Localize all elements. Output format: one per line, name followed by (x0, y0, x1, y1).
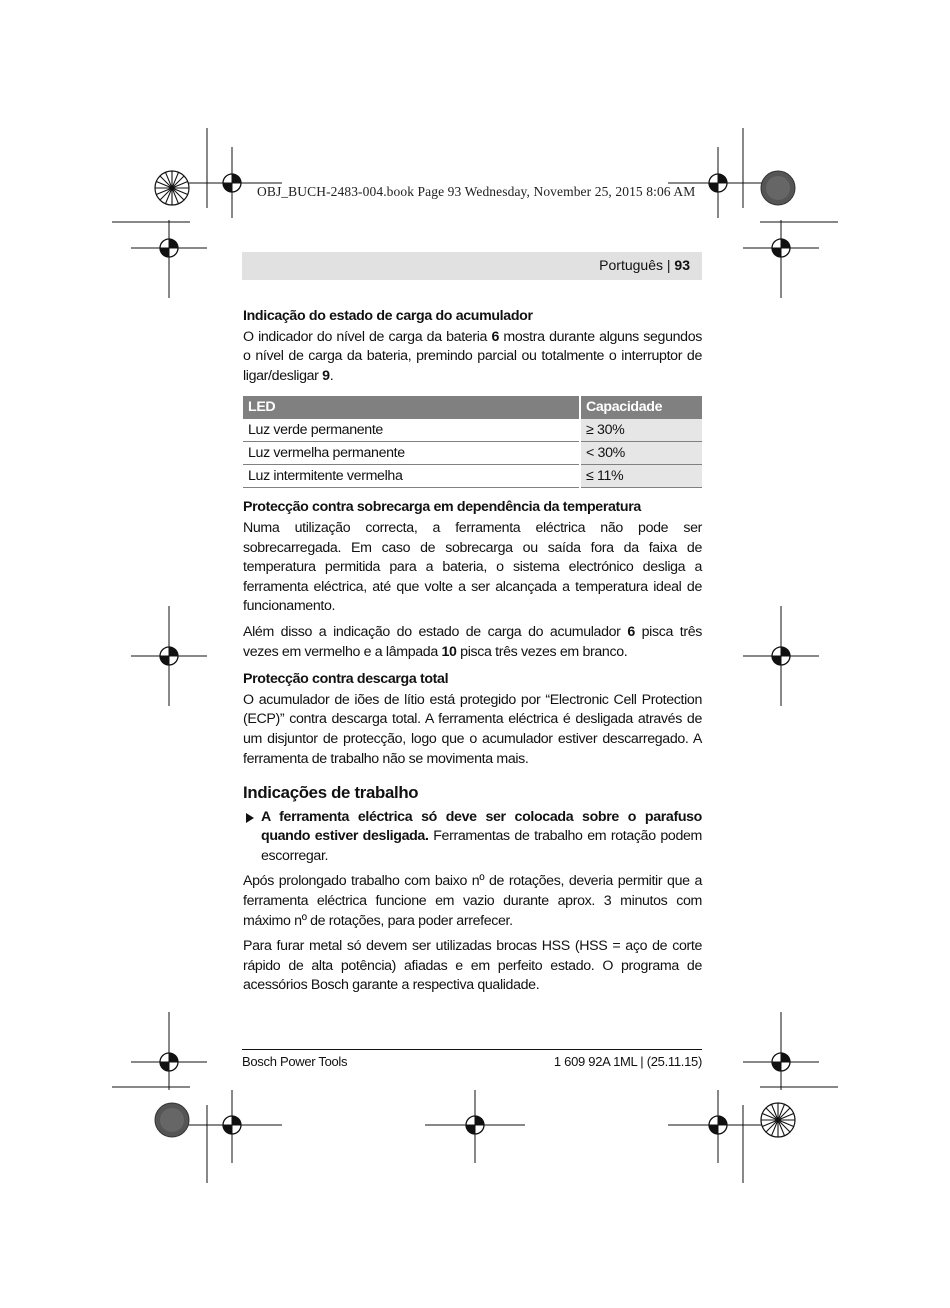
warning-bullet (243, 808, 702, 867)
header-separator: | (666, 257, 671, 273)
table-cell-capacity: ≤ 11% (580, 465, 702, 488)
deep-discharge-paragraph: O acumulador de iões de lítio está protegido por “Electronic Cell Protection (ECP)” contra descarga total. A ferramenta eléctrica é desligada através de um disjuntor de protecção, logo que o acumulador estiver descarregado. A ferramenta de trabalho não se movimenta mais. (243, 691, 702, 767)
temperature-paragraph-1: Numa utilização correcta, a ferramenta eléctrica não pode ser sobrecarregada. Em caso de sobrecarga ou saída fora da faixa de temperatura permitida para a bateria, o sistema electrónico desliga a ferramenta eléctrica, até que volte a ser alcançada a temperatura ideal de funcionamento. (243, 519, 702, 615)
footer-doc-number: 1 609 92A 1ML | (25.11.15) (553, 1054, 702, 1069)
main-content (243, 307, 702, 996)
table-cell-capacity: < 30% (580, 442, 702, 465)
table-row (243, 465, 702, 488)
table-cell-led: Luz verde permanente (243, 419, 580, 442)
working-paragraph-1: Após prolongado trabalho com baixo nº de rotações, deveria permitir que a ferramenta eléctrica funcione em vazio durante aprox. 3 minutos com máximo nº de rotações, para poder arrefecer. (243, 873, 702, 929)
section-title-working: Indicações de trabalho (243, 783, 419, 803)
bullet-bold-text: A ferramenta eléctrica só deve ser colocada sobre o parafuso quando estiver desligada. (261, 808, 702, 845)
header-language: Português (599, 257, 663, 273)
led-capacity-table (243, 396, 702, 488)
section-title-charge-state: Indicação do estado de carga do acumulador (243, 308, 533, 324)
header-text (599, 257, 690, 273)
table-cell-led: Luz vermelha permanente (243, 442, 580, 465)
column-header-capacity: Capacidade (580, 396, 702, 419)
page-footer (242, 1049, 702, 1069)
bullet-text: Ferramentas de trabalho em rotação podem escorregar. (261, 828, 702, 864)
page-number: 93 (674, 257, 690, 273)
charge-state-paragraph: O indicador do nível de carga da bateria 6 mostra durante alguns segundos o nível de carga da bateria, premindo parcial ou totalmente o interruptor de ligar/desligar 9. (243, 328, 702, 384)
table-row (243, 419, 702, 442)
table-cell-capacity: ≥ 30% (580, 419, 702, 442)
triangle-bullet-icon (246, 813, 254, 823)
temperature-paragraph-2: Além disso a indicação do estado de carga do acumulador 6 pisca três vezes em vermelho e a lâmpada 10 pisca três vezes em branco. (243, 623, 702, 660)
section-title-temperature: Protecção contra sobrecarga em dependência da temperatura (243, 499, 641, 516)
footer-brand: Bosch Power Tools (242, 1054, 348, 1069)
working-paragraph-2: Para furar metal só devem ser utilizadas brocas HSS (HSS = aço de corte rápido de alta potência) afiadas e em perfeito estado. O programa de acessórios Bosch garante a respectiva qualidade. (243, 938, 702, 994)
running-header (242, 252, 702, 280)
section-title-deep-discharge: Protecção contra descarga total (243, 671, 449, 688)
table-header-row (243, 396, 702, 419)
table-row (243, 442, 702, 465)
print-slug: OBJ_BUCH-2483-004.book Page 93 Wednesday, November 25, 2015 8:06 AM (257, 184, 696, 199)
column-header-led: LED (243, 396, 580, 419)
table-cell-led: Luz intermitente vermelha (243, 465, 580, 488)
